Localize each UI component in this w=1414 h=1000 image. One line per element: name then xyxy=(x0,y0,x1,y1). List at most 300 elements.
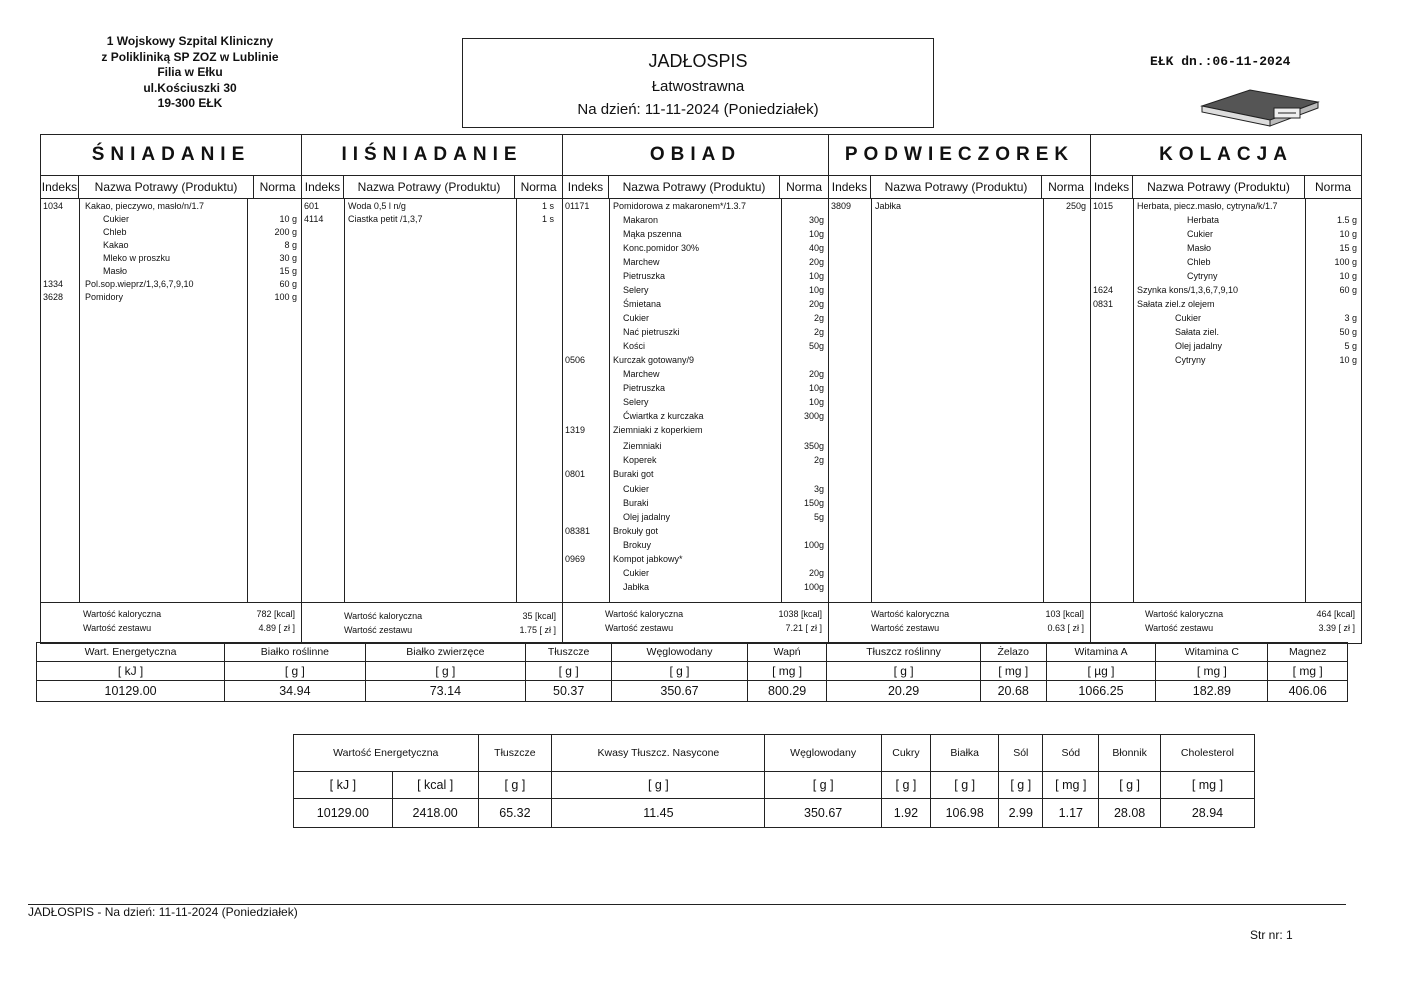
item-name: Sałata ziel.z olejem xyxy=(1137,299,1215,309)
item-norm: 10 g xyxy=(279,214,297,224)
item-norm: 50g xyxy=(808,341,824,351)
meal-drugie-sniadanie xyxy=(302,135,563,643)
list-item xyxy=(563,582,828,595)
cost-label: Wartość zestawu xyxy=(83,623,152,633)
value-cell: 106.98 xyxy=(931,799,999,828)
item-name: Brokuy xyxy=(623,540,652,550)
col-nazwa: Nazwa Potrawy (Produktu) xyxy=(344,176,515,198)
list-item xyxy=(563,526,828,539)
title-box xyxy=(462,38,934,128)
list-item xyxy=(302,201,562,214)
item-norm: 50 g xyxy=(1339,327,1357,337)
header-cell: Sód xyxy=(1043,735,1099,772)
meal-items xyxy=(1091,199,1361,602)
item-name: Jabłka xyxy=(875,201,902,211)
item-norm: 1.5 g xyxy=(1336,215,1357,225)
table-units-row xyxy=(294,772,1255,799)
value-cell: 73.14 xyxy=(365,681,526,702)
list-item xyxy=(563,540,828,553)
item-name: Kości xyxy=(623,341,646,351)
item-name: Marchew xyxy=(623,369,660,379)
unit-cell: [ mg ] xyxy=(1043,772,1099,799)
meal-title: PODWIECZOREK xyxy=(829,135,1090,176)
item-name: Cukier xyxy=(623,313,650,323)
item-name: Kurczak gotowany/9 xyxy=(613,355,695,365)
item-index: 08381 xyxy=(565,526,591,536)
issue-date: EŁK dn.:06-11-2024 xyxy=(1150,54,1291,69)
meal-items xyxy=(829,199,1090,602)
col-nazwa: Nazwa Potrawy (Produktu) xyxy=(1133,176,1305,198)
hospital-name-line1: 1 Wojskowy Szpital Kliniczny xyxy=(106,34,274,48)
cost-value: 4.89 [ zł ] xyxy=(258,623,295,633)
item-name: Woda 0,5 l n/g xyxy=(348,201,406,211)
item-norm: 5g xyxy=(813,512,824,522)
list-item xyxy=(563,299,828,312)
item-norm: 3 g xyxy=(1344,313,1357,323)
item-norm: 100g xyxy=(803,540,824,550)
item-name: Olej jadalny xyxy=(1175,341,1223,351)
value-cell: 10129.00 xyxy=(294,799,393,828)
meal-summary xyxy=(563,602,828,643)
value-cell: 2418.00 xyxy=(392,799,478,828)
nutrition-table-daily xyxy=(36,642,1348,702)
list-item xyxy=(563,498,828,511)
item-name: Chleb xyxy=(103,227,127,237)
value-cell: 10129.00 xyxy=(37,681,225,702)
item-name: Herbata xyxy=(1187,215,1220,225)
header-cell: Tłuszcz roślinny xyxy=(827,643,980,662)
item-name: Herbata, piecz.masło, cytryna/k/1.7 xyxy=(1137,201,1278,211)
meal-summary xyxy=(1091,602,1361,643)
value-cell: 1.17 xyxy=(1043,799,1099,828)
list-item xyxy=(1091,299,1361,312)
item-norm: 1 s xyxy=(541,214,554,224)
meal-kolacja xyxy=(1091,135,1361,643)
value-cell: 34.94 xyxy=(225,681,365,702)
unit-cell: [ g ] xyxy=(612,662,748,681)
header-cell: Żelazo xyxy=(980,643,1046,662)
value-cell: 800.29 xyxy=(747,681,827,702)
col-indeks: Indeks xyxy=(302,176,344,198)
value-cell: 182.89 xyxy=(1156,681,1268,702)
header-cell: Białka xyxy=(931,735,999,772)
item-norm: 100 g xyxy=(1334,257,1357,267)
col-nazwa: Nazwa Potrawy (Produktu) xyxy=(871,176,1042,198)
unit-cell: [ g ] xyxy=(999,772,1043,799)
header-cell: Witamina A xyxy=(1046,643,1156,662)
item-name: Jabłka xyxy=(623,582,650,592)
header-cell: Wart. Energetyczna xyxy=(37,643,225,662)
item-norm: 100 g xyxy=(274,292,297,302)
col-norma: Norma xyxy=(1048,180,1085,194)
item-name: Nać pietruszki xyxy=(623,327,680,337)
item-name: Koperek xyxy=(623,455,657,465)
value-cell: 350.67 xyxy=(612,681,748,702)
list-item xyxy=(563,243,828,256)
item-norm: 150g xyxy=(803,498,824,508)
cost-value: 7.21 [ zł ] xyxy=(785,623,822,633)
item-name: Śmietana xyxy=(623,299,662,309)
item-name: Pietruszka xyxy=(623,271,666,281)
item-index: 4114 xyxy=(304,214,324,224)
item-index: 1624 xyxy=(1093,285,1114,295)
item-norm: 10g xyxy=(808,285,824,295)
list-item xyxy=(41,292,301,305)
page-number: Str nr: 1 xyxy=(1250,928,1293,942)
item-norm: 10 g xyxy=(1339,355,1357,365)
list-item xyxy=(563,355,828,368)
list-item xyxy=(563,215,828,228)
value-cell: 50.37 xyxy=(526,681,612,702)
item-norm: 20g xyxy=(808,257,824,267)
list-item xyxy=(1091,257,1361,270)
item-norm: 40g xyxy=(808,243,824,253)
header-cell: Magnez xyxy=(1268,643,1348,662)
column-headers xyxy=(41,176,301,199)
item-name: Masło xyxy=(1187,243,1212,253)
item-norm: 1 s xyxy=(541,201,554,211)
item-norm: 30g xyxy=(808,215,824,225)
col-norma: Norma xyxy=(1314,180,1351,194)
col-nazwa: Nazwa Potrawy (Produktu) xyxy=(609,176,780,198)
item-name: Cukier xyxy=(103,214,130,224)
item-name: Selery xyxy=(623,285,649,295)
list-item xyxy=(302,214,562,227)
col-norma: Norma xyxy=(259,180,296,194)
item-name: Cukier xyxy=(623,484,650,494)
list-item xyxy=(563,469,828,482)
hospital-address xyxy=(70,34,310,112)
item-norm: 60 g xyxy=(279,279,297,289)
list-item xyxy=(41,253,301,266)
column-headers xyxy=(563,176,828,199)
list-item xyxy=(563,411,828,424)
unit-cell: [ µg ] xyxy=(1046,662,1156,681)
kcal-label: Wartość kaloryczna xyxy=(344,611,423,621)
item-norm: 3g xyxy=(813,484,824,494)
cost-value: 0.63 [ zł ] xyxy=(1047,623,1084,633)
unit-cell: [ g ] xyxy=(827,662,980,681)
item-name: Ziemniaki xyxy=(623,441,662,451)
item-index: 0506 xyxy=(565,355,586,365)
item-name: Masło xyxy=(103,266,128,276)
col-indeks: Indeks xyxy=(829,176,871,198)
item-name: Cukier xyxy=(623,568,650,578)
unit-cell: [ mg ] xyxy=(1268,662,1348,681)
unit-cell: [ g ] xyxy=(931,772,999,799)
kcal-label: Wartość kaloryczna xyxy=(871,609,950,619)
item-name: Buraki xyxy=(623,498,649,508)
item-index: 601 xyxy=(304,201,320,211)
footer-text: JADŁOSPIS - Na dzień: 11-11-2024 (Poniedziałek) xyxy=(28,905,298,919)
item-norm: 10 g xyxy=(1339,271,1357,281)
header-cell: Sól xyxy=(999,735,1043,772)
list-item xyxy=(1091,313,1361,326)
list-item xyxy=(563,313,828,326)
hospital-street: ul.Kościuszki 30 xyxy=(143,80,237,95)
item-name: Pol.sop.wieprz/1,3,6,7,9,10 xyxy=(85,279,194,289)
meal-podwieczorek xyxy=(829,135,1091,643)
col-norma: Norma xyxy=(520,180,557,194)
list-item xyxy=(1091,229,1361,242)
col-indeks: Indeks xyxy=(563,176,609,198)
meal-obiad xyxy=(563,135,829,643)
item-norm: 10g xyxy=(808,271,824,281)
meal-items xyxy=(41,199,301,602)
item-norm: 10g xyxy=(808,383,824,393)
unit-cell: [ mg ] xyxy=(1156,662,1268,681)
kcal-value: 1038 [kcal] xyxy=(778,609,822,619)
meal-title: OBIAD xyxy=(563,135,828,176)
value-cell: 11.45 xyxy=(552,799,765,828)
item-index: 1334 xyxy=(43,279,64,289)
item-index: 1015 xyxy=(1093,201,1114,211)
item-norm: 10 g xyxy=(1339,229,1357,239)
item-norm: 10g xyxy=(808,229,824,239)
unit-cell: [ mg ] xyxy=(1160,772,1254,799)
item-name: Chleb xyxy=(1187,257,1211,267)
item-norm: 30 g xyxy=(279,253,297,263)
item-name: Szynka kons/1,3,6,7,9,10 xyxy=(1137,285,1239,295)
cost-label: Wartość zestawu xyxy=(871,623,940,633)
meal-sniadanie xyxy=(41,135,302,643)
item-index: 01171 xyxy=(565,201,590,211)
header-cell: Kwasy Tłuszcz. Nasycone xyxy=(552,735,765,772)
item-name: Konc.pomidor 30% xyxy=(623,243,700,253)
list-item xyxy=(563,369,828,382)
kcal-label: Wartość kaloryczna xyxy=(605,609,684,619)
col-indeks: Indeks xyxy=(1091,176,1133,198)
unit-cell: [ mg ] xyxy=(747,662,827,681)
page-title: JADŁOSPIS xyxy=(648,51,748,71)
table-values-row xyxy=(294,799,1255,828)
table-header-row xyxy=(37,643,1348,662)
cost-label: Wartość zestawu xyxy=(605,623,674,633)
column-headers xyxy=(1091,176,1361,199)
book-logo-icon xyxy=(1200,84,1320,128)
item-name: Selery xyxy=(623,397,649,407)
item-index: 1319 xyxy=(565,425,586,435)
list-item xyxy=(563,441,828,454)
col-indeks: Indeks xyxy=(41,176,79,198)
list-item xyxy=(563,341,828,354)
value-cell: 28.08 xyxy=(1099,799,1161,828)
item-name: Pomidorowa z makaronem*/1.3.7 xyxy=(613,201,747,211)
meal-summary xyxy=(829,602,1090,643)
item-name: Kompot jabkowy* xyxy=(613,554,683,564)
col-norma: Norma xyxy=(786,180,823,194)
list-item xyxy=(41,227,301,240)
kcal-value: 464 [kcal] xyxy=(1316,609,1355,619)
item-name: Ziemniaki z koperkiem xyxy=(613,425,703,435)
item-name: Ciastka petit /1,3,7 xyxy=(348,214,423,224)
list-item xyxy=(1091,341,1361,354)
unit-cell: [ g ] xyxy=(1099,772,1161,799)
item-index: 3809 xyxy=(831,201,852,211)
item-norm: 15 g xyxy=(279,266,297,276)
list-item xyxy=(563,229,828,242)
list-item xyxy=(563,397,828,410)
item-norm: 20g xyxy=(808,568,824,578)
item-name: Pietruszka xyxy=(623,383,666,393)
meal-items xyxy=(563,199,828,602)
unit-cell: [ kcal ] xyxy=(392,772,478,799)
header-cell: Białko roślinne xyxy=(225,643,365,662)
menu-date: Na dzień: 11-11-2024 (Poniedziałek) xyxy=(577,101,819,118)
hospital-branch: Filia w Ełku xyxy=(157,65,223,79)
item-name: Sałata ziel. xyxy=(1175,327,1220,337)
item-norm: 200 g xyxy=(274,227,297,237)
list-item xyxy=(563,257,828,270)
item-name: Pomidory xyxy=(85,292,124,302)
unit-cell: [ kJ ] xyxy=(294,772,393,799)
item-norm: 20g xyxy=(808,299,824,309)
item-name: Brokuły got xyxy=(613,526,659,536)
item-name: Ćwiartka z kurczaka xyxy=(623,411,704,421)
header-cell: Węglowodany xyxy=(765,735,881,772)
header-cell: Tłuszcze xyxy=(526,643,612,662)
item-name: Makaron xyxy=(623,215,659,225)
table-values-row xyxy=(37,681,1348,702)
value-cell: 20.68 xyxy=(980,681,1046,702)
value-cell: 1066.25 xyxy=(1046,681,1156,702)
header-cell: Witamina C xyxy=(1156,643,1268,662)
list-item xyxy=(1091,285,1361,298)
list-item xyxy=(563,285,828,298)
cost-label: Wartość zestawu xyxy=(1145,623,1214,633)
col-nazwa: Nazwa Potrawy (Produktu) xyxy=(79,176,254,198)
header-cell: Cholesterol xyxy=(1160,735,1254,772)
list-item xyxy=(563,327,828,340)
list-item xyxy=(563,271,828,284)
diet-name: Łatwostrawna xyxy=(651,78,745,95)
item-norm: 2g xyxy=(813,313,824,323)
value-cell: 28.94 xyxy=(1160,799,1254,828)
meal-title: KOLACJA xyxy=(1091,135,1361,176)
item-name: Mleko w proszku xyxy=(103,253,171,263)
item-name: Mąka pszenna xyxy=(623,229,682,239)
list-item xyxy=(41,240,301,253)
list-item xyxy=(1091,271,1361,284)
value-cell: 350.67 xyxy=(765,799,881,828)
item-norm: 350g xyxy=(803,441,824,451)
item-index: 3628 xyxy=(43,292,64,302)
item-index: 0801 xyxy=(565,469,586,479)
item-name: Cytryny xyxy=(1175,355,1206,365)
unit-cell: [ g ] xyxy=(478,772,552,799)
list-item xyxy=(563,455,828,468)
value-cell: 2.99 xyxy=(999,799,1043,828)
item-name: Olej jadalny xyxy=(623,512,671,522)
list-item xyxy=(563,484,828,497)
item-norm: 15 g xyxy=(1339,243,1357,253)
meal-items xyxy=(302,199,562,602)
cost-label: Wartość zestawu xyxy=(344,625,413,635)
unit-cell: [ g ] xyxy=(765,772,881,799)
list-item xyxy=(829,201,1090,214)
list-item xyxy=(41,266,301,279)
list-item xyxy=(1091,355,1361,368)
item-norm: 60 g xyxy=(1339,285,1357,295)
list-item xyxy=(563,512,828,525)
list-item xyxy=(563,425,828,438)
list-item xyxy=(563,201,828,214)
item-name: Marchew xyxy=(623,257,660,267)
list-item xyxy=(1091,201,1361,214)
header-cell: Wartość Energetyczna xyxy=(294,735,479,772)
kcal-value: 35 [kcal] xyxy=(522,611,556,621)
item-index: 1034 xyxy=(43,201,64,211)
item-norm: 100g xyxy=(803,582,824,592)
item-norm: 2g xyxy=(813,327,824,337)
meal-title: IIŚNIADANIE xyxy=(302,135,562,176)
header-cell: Węglowodany xyxy=(612,643,748,662)
item-name: Kakao xyxy=(103,240,129,250)
list-item xyxy=(563,568,828,581)
item-norm: 10g xyxy=(808,397,824,407)
item-norm: 2g xyxy=(813,455,824,465)
meal-summary xyxy=(302,602,562,643)
value-cell: 65.32 xyxy=(478,799,552,828)
meal-title: ŚNIADANIE xyxy=(41,135,301,176)
header-cell: Cukry xyxy=(881,735,930,772)
list-item xyxy=(563,383,828,396)
menu-table xyxy=(40,134,1362,644)
unit-cell: [ g ] xyxy=(881,772,930,799)
header-cell: Błonnik xyxy=(1099,735,1161,772)
kcal-value: 782 [kcal] xyxy=(256,609,295,619)
item-name: Kakao, pieczywo, masło/n/1.7 xyxy=(85,201,205,211)
hospital-city: 19-300 EŁK xyxy=(157,96,223,110)
list-item xyxy=(41,201,301,214)
unit-cell: [ g ] xyxy=(526,662,612,681)
meal-summary xyxy=(41,602,301,643)
cost-value: 1.75 [ zł ] xyxy=(519,625,556,635)
value-cell: 20.29 xyxy=(827,681,980,702)
table-units-row xyxy=(37,662,1348,681)
nutrition-table-label xyxy=(293,734,1255,828)
value-cell: 1.92 xyxy=(881,799,930,828)
item-norm: 8 g xyxy=(284,240,297,250)
item-index: 0831 xyxy=(1093,299,1114,309)
header-cell: Tłuszcze xyxy=(478,735,552,772)
kcal-value: 103 [kcal] xyxy=(1045,609,1084,619)
list-item xyxy=(1091,327,1361,340)
item-norm: 5 g xyxy=(1344,341,1357,351)
kcal-label: Wartość kaloryczna xyxy=(83,609,162,619)
list-item xyxy=(41,279,301,292)
header-cell: Wapń xyxy=(747,643,827,662)
unit-cell: [ g ] xyxy=(552,772,765,799)
table-header-row xyxy=(294,735,1255,772)
cost-value: 3.39 [ zł ] xyxy=(1318,623,1355,633)
list-item xyxy=(1091,215,1361,228)
item-norm: 300g xyxy=(803,411,824,421)
hospital-name-line2: z Polikliniką SP ZOZ w Lublinie xyxy=(101,49,279,64)
item-index: 0969 xyxy=(565,554,586,564)
list-item xyxy=(1091,243,1361,256)
unit-cell: [ g ] xyxy=(225,662,365,681)
unit-cell: [ mg ] xyxy=(980,662,1046,681)
item-name: Buraki got xyxy=(613,469,654,479)
column-headers xyxy=(829,176,1090,199)
kcal-label: Wartość kaloryczna xyxy=(1145,609,1224,619)
item-name: Cukier xyxy=(1175,313,1202,323)
unit-cell: [ kJ ] xyxy=(37,662,225,681)
item-name: Cytryny xyxy=(1187,271,1218,281)
item-norm: 250g xyxy=(1065,201,1086,211)
list-item xyxy=(563,554,828,567)
